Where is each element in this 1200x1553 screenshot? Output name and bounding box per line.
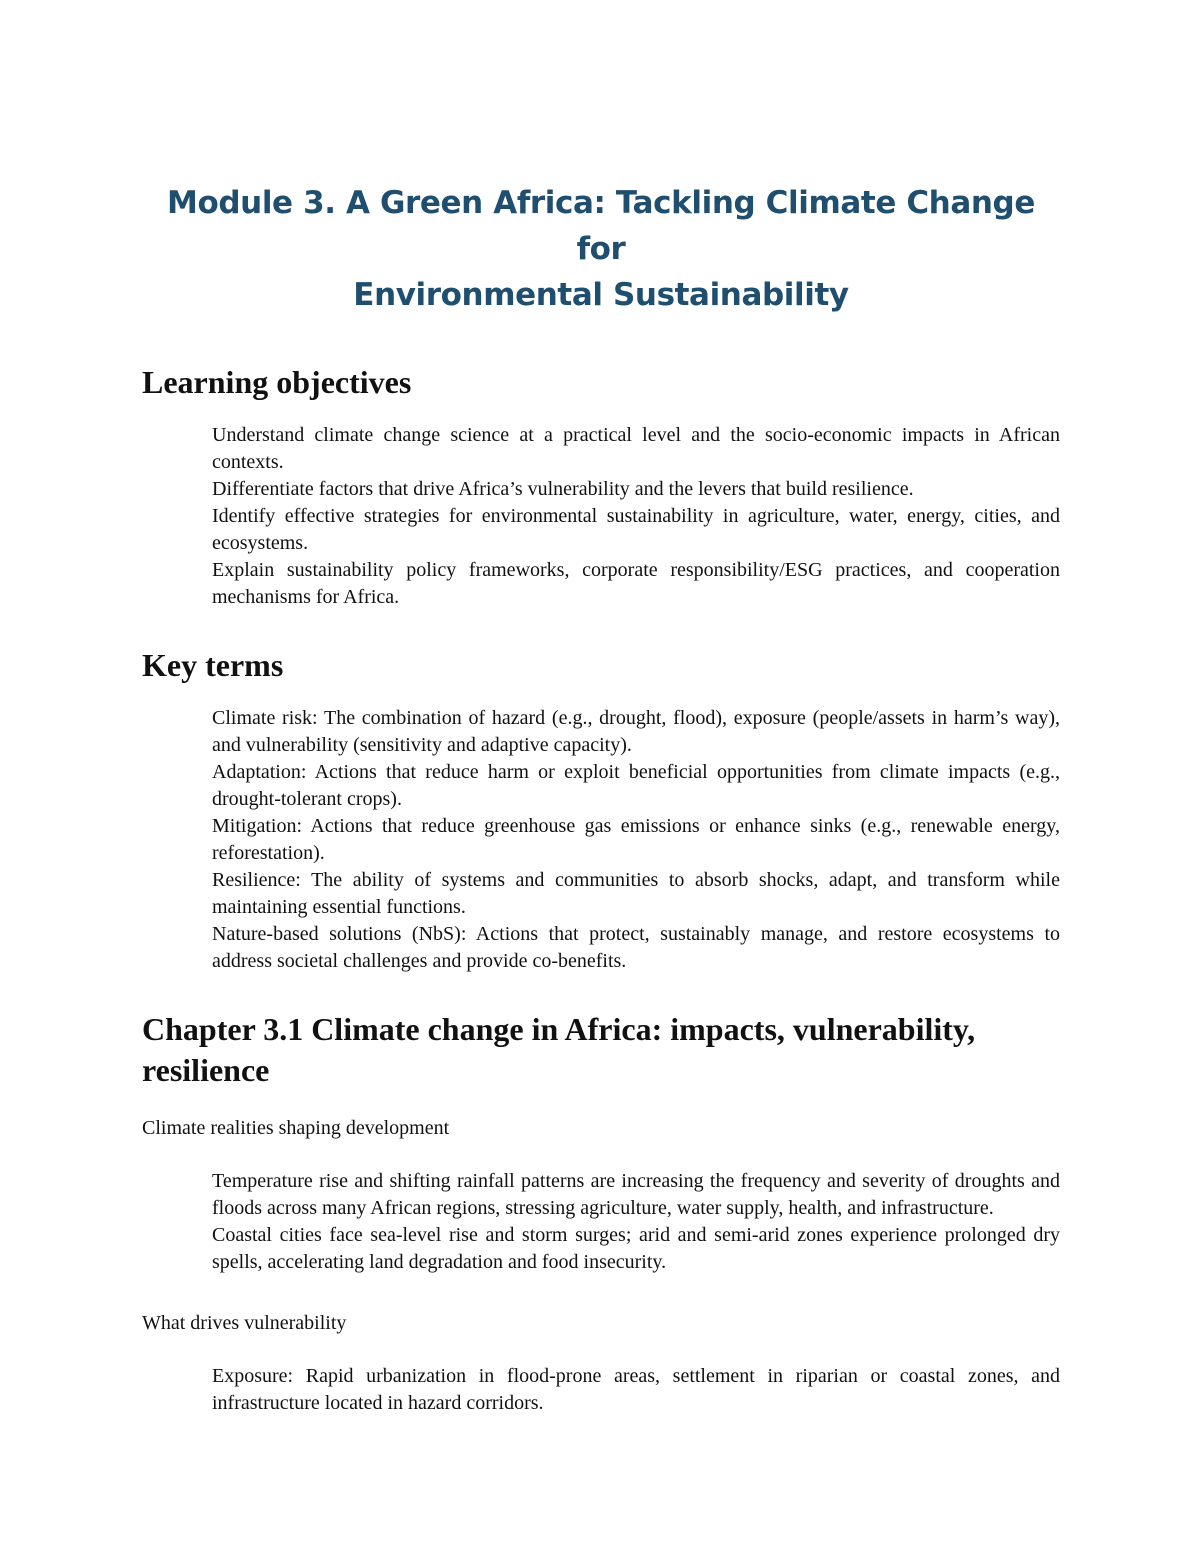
learning-objectives-list bbox=[212, 422, 1060, 611]
key-term-item: Resilience: The ability of systems and communities to absorb shocks, adapt, and transform while maintaining essential functions. bbox=[212, 869, 1060, 918]
climate-reality-item: Temperature rise and shifting rainfall patterns are increasing the frequency and severity of droughts and floods across many African regions, stressing agriculture, water supply, health, and infrastructure. bbox=[212, 1170, 1060, 1219]
objective-item: Differentiate factors that drive Africa’s vulnerability and the levers that build resilience. bbox=[212, 478, 914, 500]
climate-realities-list bbox=[212, 1168, 1060, 1276]
learning-objectives-heading: Learning objectives bbox=[142, 364, 412, 400]
vulnerability-subheading: What drives vulnerability bbox=[142, 1312, 347, 1334]
document-page bbox=[142, 180, 1060, 1451]
module-title-line2: Environmental Sustainability bbox=[353, 277, 849, 313]
climate-realities-subheading: Climate realities shaping development bbox=[142, 1117, 450, 1139]
climate-reality-item: Coastal cities face sea-level rise and storm surges; arid and semi-arid zones experience prolonged dry spells, accelerating land degradation and food insecurity. bbox=[212, 1224, 1060, 1273]
key-terms-heading: Key terms bbox=[142, 647, 284, 683]
key-terms-list bbox=[212, 705, 1060, 975]
key-term-item: Climate risk: The combination of hazard (e.g., drought, flood), exposure (people/assets in harm’s way), and vulnerability (sensitivity and adaptive capacity). bbox=[212, 707, 1060, 756]
module-title-line1: Module 3. A Green Africa: Tackling Climate Change for bbox=[167, 185, 1035, 267]
key-term-item: Nature-based solutions (NbS): Actions that protect, sustainably manage, and restore ecosystems to address societal challenges and provide co-benefits. bbox=[212, 923, 1060, 972]
chapter-heading: Chapter 3.1 Climate change in Africa: impacts, vulnerability, resilience bbox=[142, 1011, 976, 1088]
vulnerability-list bbox=[212, 1363, 1060, 1417]
vulnerability-item: Exposure: Rapid urbanization in flood-prone areas, settlement in riparian or coastal zones, and infrastructure located in hazard corridors. bbox=[212, 1365, 1060, 1414]
objective-item: Explain sustainability policy frameworks, corporate responsibility/ESG practices, and cooperation mechanisms for Africa. bbox=[212, 559, 1060, 608]
key-term-item: Adaptation: Actions that reduce harm or exploit beneficial opportunities from climate impacts (e.g., drought-tolerant crops). bbox=[212, 761, 1060, 810]
module-title bbox=[142, 180, 1060, 318]
key-term-item: Mitigation: Actions that reduce greenhouse gas emissions or enhance sinks (e.g., renewable energy, reforestation). bbox=[212, 815, 1060, 864]
objective-item: Understand climate change science at a practical level and the socio-economic impacts in African contexts. bbox=[212, 424, 1060, 473]
objective-item: Identify effective strategies for environmental sustainability in agriculture, water, energy, cities, and ecosystems. bbox=[212, 505, 1060, 554]
